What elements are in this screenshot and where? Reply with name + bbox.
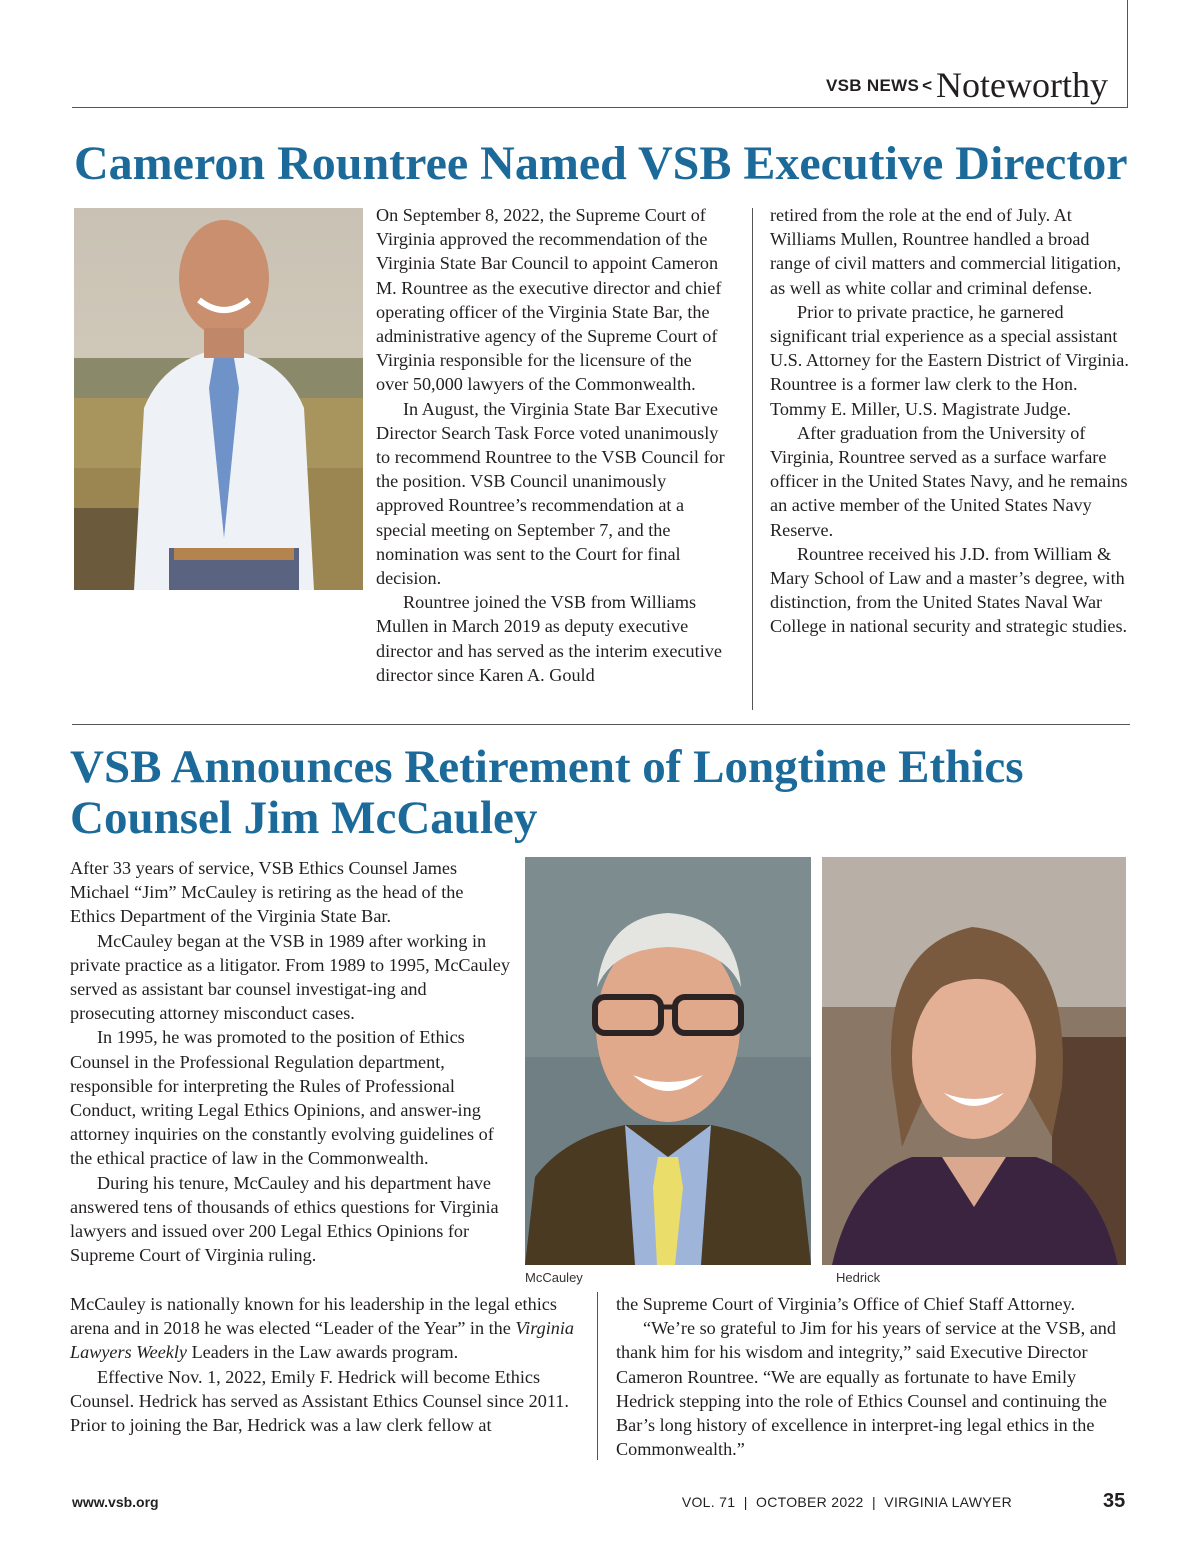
mccauley-portrait-image xyxy=(525,857,811,1265)
footer-website: www.vsb.org xyxy=(72,1494,159,1510)
article2-paragraph: After 33 years of service, VSB Ethics Counsel James Michael “Jim” McCauley is retiring as the head of the Ethics Department of the Virginia State Bar. xyxy=(70,858,464,927)
article1-column-1 xyxy=(376,203,728,687)
article-divider xyxy=(72,724,1130,725)
mccauley-caption: McCauley xyxy=(525,1270,583,1285)
rountree-photo xyxy=(74,208,363,590)
article1-paragraph: On September 8, 2022, the Supreme Court of Virginia approved the recommendation of the Virginia State Bar Council to appoint Cameron M. Rountree as the executive director and chief operating officer of the Virginia State Bar, the administrative agency of the Supreme Court of Virginia responsible for the licensure of the over 50,000 lawyers of the Commonwealth. xyxy=(376,205,722,395)
article1-paragraph: Rountree joined the VSB from Williams Mullen in March 2019 as deputy executive director and has served as the interim executive director since Karen A. Gould xyxy=(376,592,722,685)
article1-paragraph: In August, the Virginia State Bar Executive Director Search Task Force voted unanimously to recommend Rountree to the VSB Council for the position. VSB Council unanimously approved Rountree’s recommendation at a special meeting on September 7, and the nomination was sent to the Court for final decision. xyxy=(376,398,725,589)
article1-paragraph: retired from the role at the end of July. At Williams Mullen, Rountree handled a broad range of civil matters and commercial litigation, as well as white collar and criminal defense. xyxy=(770,205,1121,298)
article2-paragraph: In 1995, he was promoted to the position of Ethics Counsel in the Professional Regulation department, responsible for interpreting the Rules of Professional Conduct, writing Legal Ethics Opinions, and answer-ing attorney inquiries on the constantly evolving guidelines of the ethical practice of law in the Commonwealth. xyxy=(70,1027,494,1169)
article2-paragraph: McCauley began at the VSB in 1989 after working in private practice as a litigator. From 1989 to 1995, McCauley served as assistant bar counsel investigat-ing and prosecuting attorney misconduct cases. xyxy=(70,930,510,1024)
publication-title: Virginia Lawyers Weekly xyxy=(70,1318,575,1363)
page-number: 35 xyxy=(1103,1490,1126,1512)
article1-column-2 xyxy=(770,203,1132,639)
paragraph-text: Leaders in the Law awards program. xyxy=(187,1342,459,1363)
article2-column-2 xyxy=(616,1292,1130,1461)
section-separator: < xyxy=(922,76,933,95)
article2-headline: VSB Announces Retirement of Longtime Ethics Counsel Jim McCauley xyxy=(70,741,1024,844)
hedrick-photo xyxy=(822,857,1126,1265)
rountree-portrait-image xyxy=(74,208,363,590)
article2-column-1-lower xyxy=(70,1292,582,1437)
article2-paragraph: “We’re so grateful to Jim for his years of service at the VSB, and thank him for his wisdom and integrity,” said Executive Director Cameron Rountree. “We are equally as fortunate to have Emily Hedrick stepping into the role of Ethics Counsel and continuing the Bar’s long history of excellence in interpret-ing legal ethics in the Commonwealth.” xyxy=(616,1318,1116,1460)
article2-column-divider xyxy=(597,1292,598,1460)
article1-paragraph: Rountree received his J.D. from William & Mary School of Law and a master’s degree, with distinction, from the United States Naval War College in national security and strategic studies. xyxy=(770,543,1128,637)
article2-paragraph: Effective Nov. 1, 2022, Emily F. Hedrick will become Ethics Counsel. Hedrick has served as Assistant Ethics Counsel since 2011. Prior to joining the Bar, Hedrick was a law clerk fellow at xyxy=(70,1366,569,1436)
section-topic: Noteworthy xyxy=(936,65,1108,105)
article2-paragraph: the Supreme Court of Virginia’s Office of Chief Staff Attorney. xyxy=(616,1294,1076,1314)
paragraph-text: McCauley is nationally known for his leadership in the legal ethics arena and in 2018 he was elected “Leader of the Year” in the xyxy=(70,1294,557,1339)
hedrick-portrait-image xyxy=(822,857,1126,1265)
section-label: VSB NEWS xyxy=(826,76,920,95)
article1-paragraph: Prior to private practice, he garnered significant trial experience as a special assistant U.S. Attorney for the Eastern District of Virginia. Rountree is a former law clerk to the Hon. Tommy E. Miller, U.S. Magistrate Judge. xyxy=(770,301,1129,419)
header-vertical-rule xyxy=(1127,0,1128,108)
article1-paragraph: After graduation from the University of Virginia, Rountree served as a surface warfare officer in the United States Navy, and he remains an active member of the United States Navy Reserve. xyxy=(770,422,1128,540)
article2-column-1 xyxy=(70,856,510,1267)
section-header xyxy=(826,64,1108,106)
mccauley-photo xyxy=(525,857,811,1265)
article2-paragraph xyxy=(70,1292,582,1365)
hedrick-caption: Hedrick xyxy=(836,1270,881,1285)
article1-column-divider xyxy=(752,208,753,710)
header-rule xyxy=(72,107,1128,108)
article2-paragraph: During his tenure, McCauley and his department have answered tens of thousands of ethics questions for Virginia lawyers and issued over 200 Legal Ethics Opinions for Supreme Court of Virginia ruling. xyxy=(70,1172,499,1266)
article1-headline: Cameron Rountree Named VSB Executive Director xyxy=(74,137,1128,190)
footer-issue: VOL. 71 | OCTOBER 2022 | VIRGINIA LAWYER xyxy=(681,1494,1012,1510)
